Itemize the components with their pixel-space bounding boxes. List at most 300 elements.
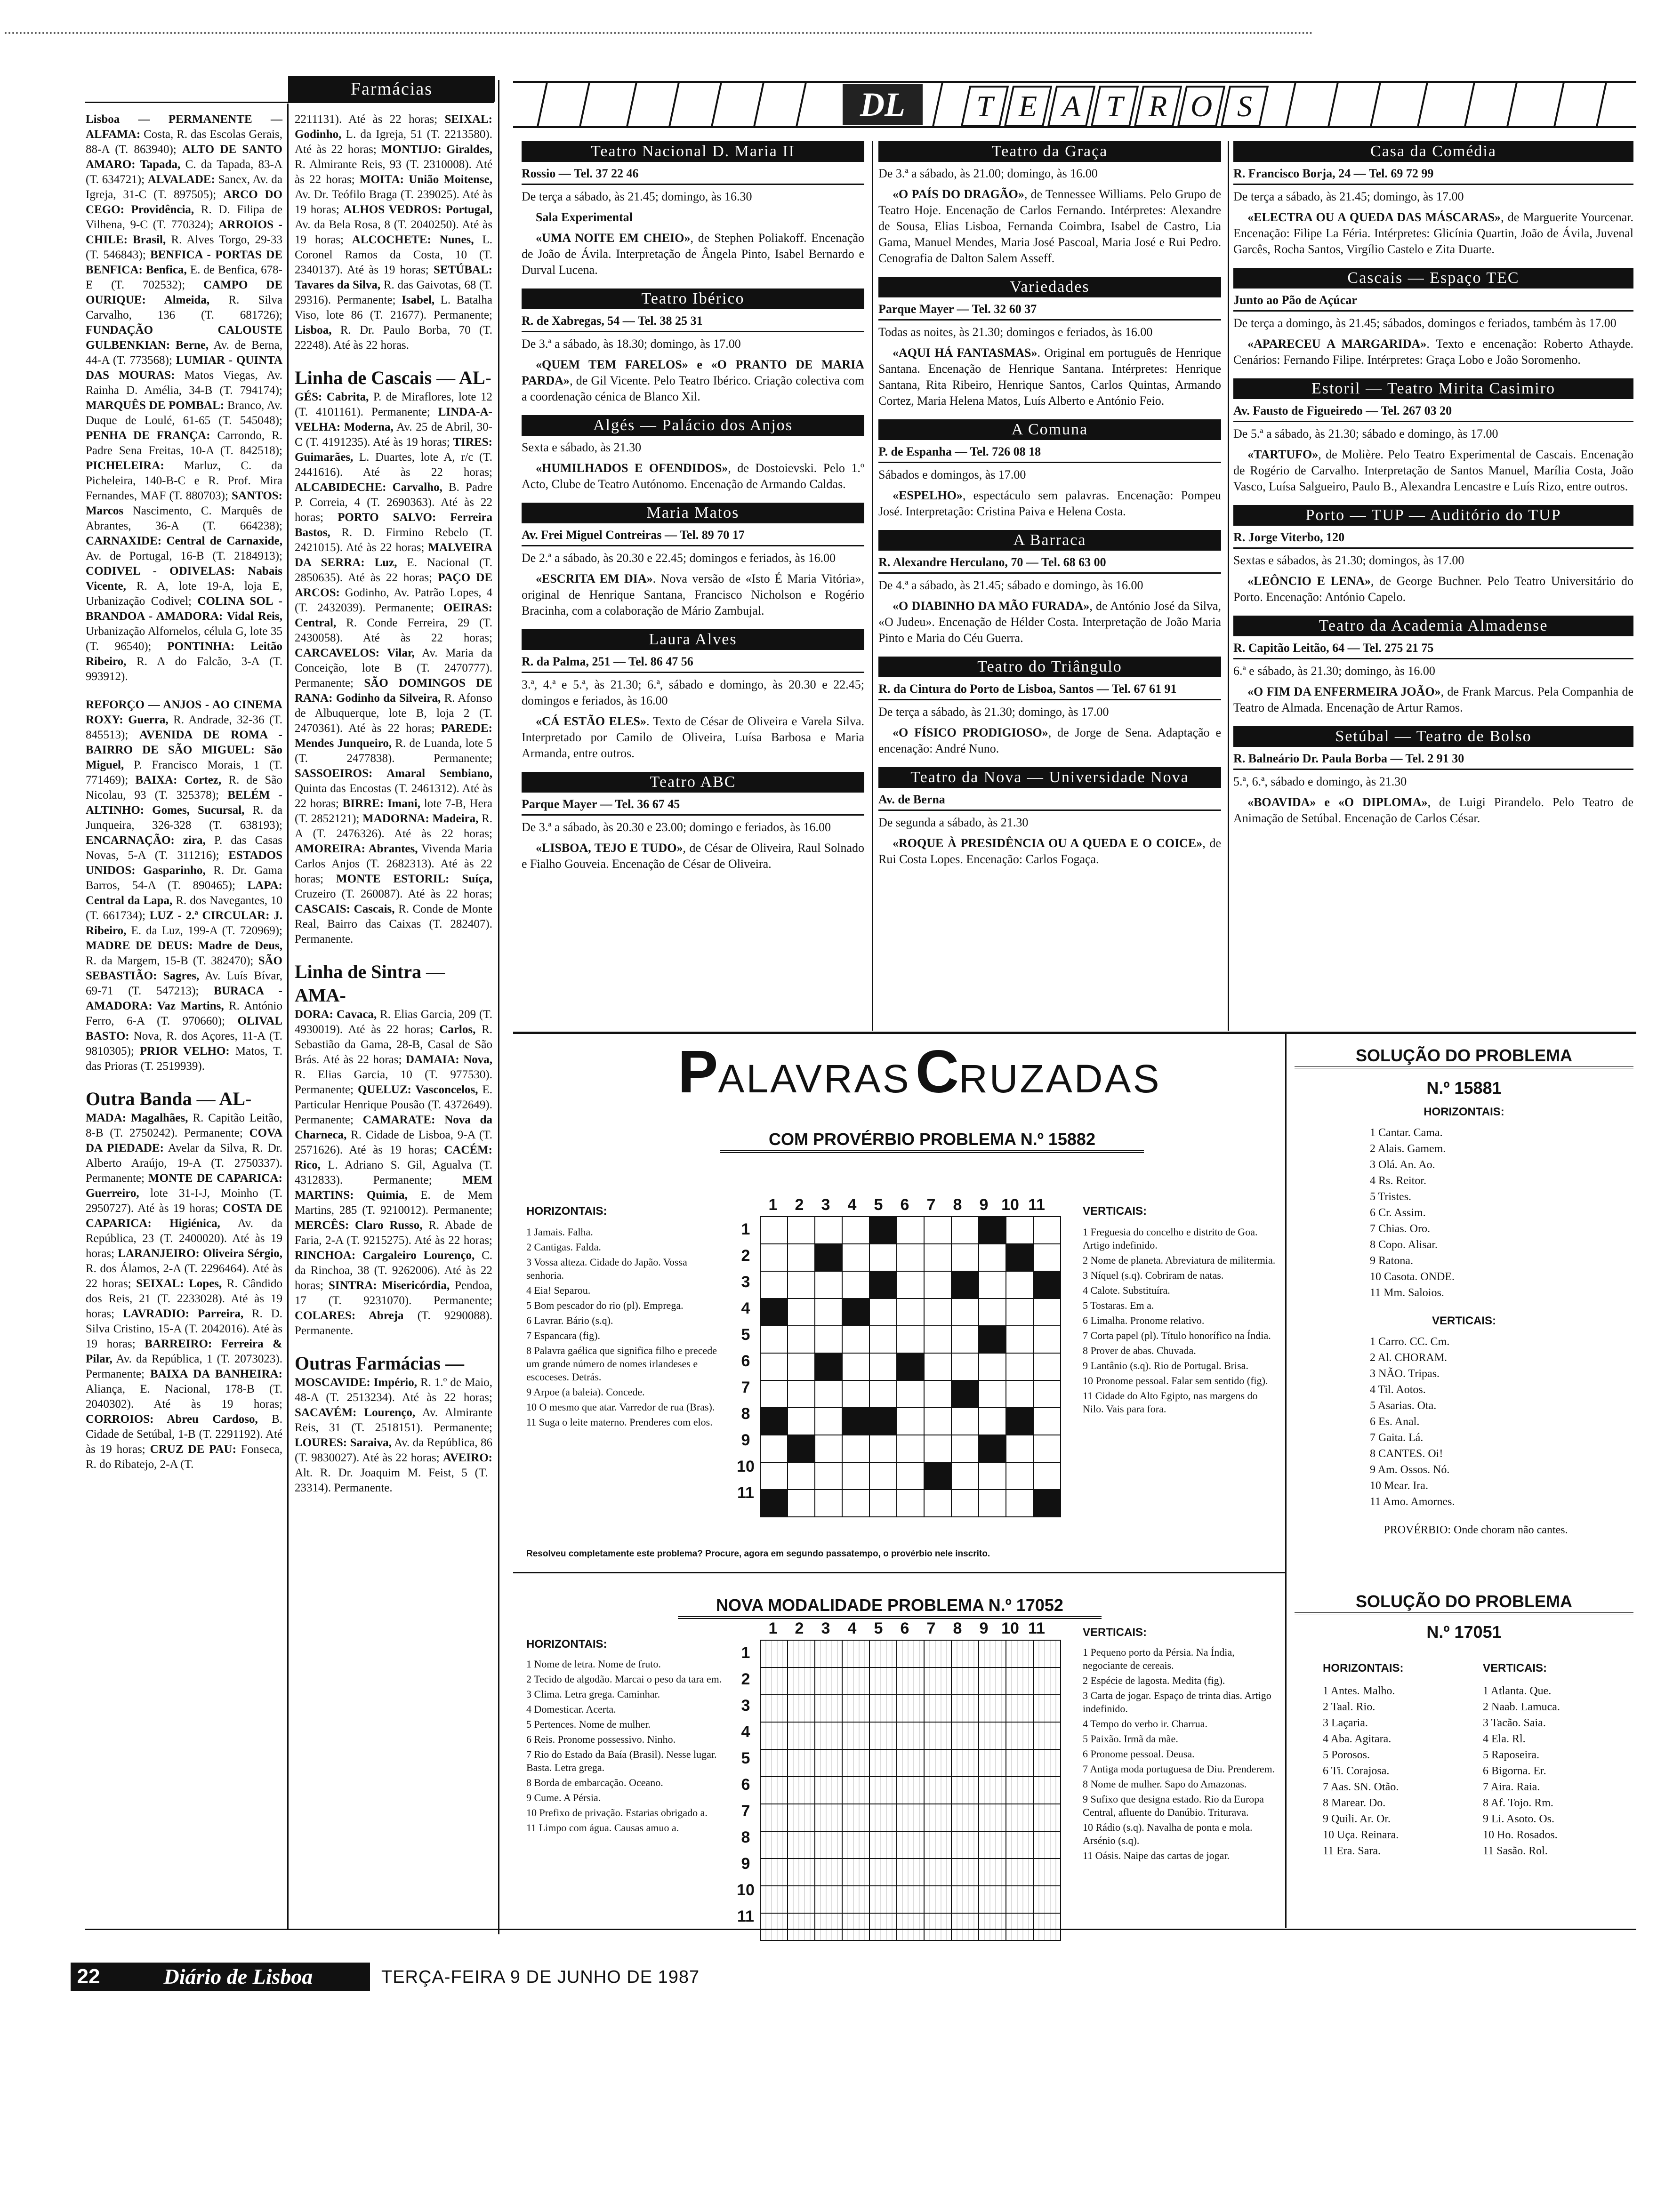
grid-cell[interactable] [924,1667,951,1695]
grid-row-number: 4 [741,1723,750,1741]
grid-cell[interactable] [760,1217,788,1244]
grid-row-number: 7 [741,1802,750,1820]
grid-column-number: 11 [1028,1619,1045,1637]
grid-cell[interactable] [842,1353,869,1380]
grid-cell[interactable] [788,1695,815,1722]
grid-cell[interactable] [788,1749,815,1777]
grid-cell[interactable] [788,1667,815,1695]
grid-cell[interactable] [1006,1831,1033,1859]
grid-cell[interactable] [979,1298,1006,1326]
grid-cell[interactable] [788,1462,815,1490]
grid-cell[interactable] [815,1380,842,1408]
grid-cell[interactable] [951,1462,979,1490]
grid-cell[interactable] [815,1408,842,1435]
grid-cell[interactable] [815,1326,842,1353]
grid-cell[interactable] [1006,1777,1033,1804]
grid-cell[interactable] [1033,1271,1061,1298]
grid-cell[interactable] [897,1353,924,1380]
grid-cell[interactable] [951,1408,979,1435]
grid-cell[interactable] [979,1695,1006,1722]
clue-item: 7 Aira. Raia. [1483,1781,1540,1793]
grid-cell[interactable] [869,1886,897,1913]
crossword1-horizontal-clues [526,1205,724,1431]
grid-cell[interactable] [951,1244,979,1271]
grid-cell[interactable] [842,1435,869,1462]
grid-cell[interactable] [1033,1640,1061,1667]
grid-cell[interactable] [1033,1804,1061,1831]
grid-cell[interactable] [924,1777,951,1804]
grid-column-number: 10 [1001,1619,1019,1637]
grid-cell[interactable] [842,1271,869,1298]
header-slash [1506,83,1518,126]
grid-cell[interactable] [924,1408,951,1435]
teatros-column-2 [878,141,1221,878]
grid-cell[interactable] [979,1435,1006,1462]
grid-cell[interactable] [788,1353,815,1380]
grid-cell[interactable] [1006,1244,1033,1271]
grid-cell[interactable] [788,1244,815,1271]
grid-cell[interactable] [842,1722,869,1749]
grid-cell[interactable] [1006,1326,1033,1353]
grid-cell[interactable] [979,1326,1006,1353]
grid-cell[interactable] [924,1271,951,1298]
grid-cell[interactable] [869,1353,897,1380]
clue-item: 11 Cidade do Alto Egipto, nas margens do Nilo. Vais para fora. [1083,1390,1258,1415]
grid-cell[interactable] [788,1859,815,1886]
grid-cell[interactable] [979,1244,1006,1271]
pharmacy-locality: COVA DA PIEDADE: [86,1127,282,1154]
grid-cell[interactable] [815,1298,842,1326]
grid-cell[interactable] [869,1380,897,1408]
grid-cell[interactable] [788,1217,815,1244]
pharmacy-locality: ALVALADE: [147,173,215,186]
grid-cell[interactable] [924,1298,951,1326]
grid-cell[interactable] [788,1722,815,1749]
grid-cell[interactable] [869,1271,897,1298]
grid-cell[interactable] [979,1353,1006,1380]
grid-cell[interactable] [897,1722,924,1749]
grid-cell[interactable] [869,1326,897,1353]
grid-cell[interactable] [760,1695,788,1722]
grid-cell[interactable] [788,1298,815,1326]
grid-cell[interactable] [951,1298,979,1326]
grid-cell[interactable] [924,1435,951,1462]
grid-cell[interactable] [760,1667,788,1695]
grid-cell[interactable] [842,1380,869,1408]
grid-cell[interactable] [869,1777,897,1804]
grid-cell[interactable] [897,1435,924,1462]
grid-cell[interactable] [842,1298,869,1326]
grid-cell[interactable] [897,1777,924,1804]
grid-cell[interactable] [842,1408,869,1435]
grid-cell[interactable] [869,1298,897,1326]
grid-cell[interactable] [897,1380,924,1408]
grid-cell[interactable] [924,1722,951,1749]
grid-cell[interactable] [979,1380,1006,1408]
grid-cell[interactable] [951,1804,979,1831]
clue-item: 6 Ti. Corajosa. [1323,1765,1390,1777]
grid-cell[interactable] [1006,1271,1033,1298]
grid-cell[interactable] [897,1298,924,1326]
grid-cell[interactable] [897,1217,924,1244]
pharmacy-paragraph [295,390,492,947]
grid-cell[interactable] [1006,1640,1033,1667]
grid-cell[interactable] [760,1859,788,1886]
theater-address: Junto ao Pão de Açúcar [1233,292,1633,312]
grid-cell[interactable] [1033,1886,1061,1913]
grid-cell[interactable] [788,1804,815,1831]
grid-cell[interactable] [760,1913,788,1940]
grid-cell[interactable] [924,1886,951,1913]
grid-cell[interactable] [979,1831,1006,1859]
grid-cell[interactable] [1006,1435,1033,1462]
grid-cell[interactable] [924,1695,951,1722]
grid-cell[interactable] [979,1913,1006,1940]
clue-item: 7 Corta papel (pl). Título honorífico na Índia. [1083,1330,1271,1341]
grid-cell[interactable] [1033,1695,1061,1722]
grid-cell[interactable] [815,1244,842,1271]
grid-cell[interactable] [760,1271,788,1298]
grid-cell[interactable] [924,1913,951,1940]
grid-cell[interactable] [897,1462,924,1490]
grid-cell[interactable] [842,1859,869,1886]
grid-cell[interactable] [760,1749,788,1777]
grid-cell[interactable] [760,1640,788,1667]
grid-cell[interactable] [951,1859,979,1886]
pharmacy-locality: MADRE DE DEUS: Madre de Deus, [86,939,282,952]
grid-cell[interactable] [815,1462,842,1490]
grid-cell[interactable] [760,1326,788,1353]
grid-cell[interactable] [1006,1380,1033,1408]
grid-cell[interactable] [979,1886,1006,1913]
clue-item: 11 Era. Sara. [1323,1845,1381,1857]
grid-cell[interactable] [951,1326,979,1353]
grid-cell[interactable] [815,1831,842,1859]
grid-cell[interactable] [1006,1722,1033,1749]
grid-cell[interactable] [760,1722,788,1749]
grid-cell[interactable] [897,1886,924,1913]
grid-cell[interactable] [951,1913,979,1940]
grid-cell[interactable] [951,1435,979,1462]
grid-cell[interactable] [1006,1462,1033,1490]
grid-cell[interactable] [869,1722,897,1749]
theater-name: Variedades [878,277,1221,297]
grid-cell[interactable] [924,1831,951,1859]
grid-cell[interactable] [1033,1217,1061,1244]
grid-cell[interactable] [1006,1353,1033,1380]
grid-cell[interactable] [760,1353,788,1380]
grid-cell[interactable] [1006,1408,1033,1435]
grid-cell[interactable] [815,1722,842,1749]
grid-cell[interactable] [760,1804,788,1831]
grid-cell[interactable] [815,1695,842,1722]
grid-cell[interactable] [951,1271,979,1298]
crossword2-v-list [1083,1646,1276,1862]
grid-cell[interactable] [951,1886,979,1913]
grid-cell[interactable] [815,1886,842,1913]
play-details: , de Dostoievski. Pelo 1.º Acto, Clube de Teatro Autónomo. Encenação de Armando Caldas. [522,461,864,491]
clue-item: 1 Nome de letra. Nome de fruto. [526,1658,661,1670]
pharmacy-address: R. Abade de Faria, 2-A (T. 9215275). Até às 22 horas; [295,1219,492,1247]
grid-cell[interactable] [951,1777,979,1804]
header-slash [1370,83,1381,126]
theater-listing [522,415,864,492]
grid-cell[interactable] [897,1271,924,1298]
grid-cell[interactable] [760,1244,788,1271]
theater-name: A Comuna [878,419,1221,440]
grid-cell[interactable] [760,1435,788,1462]
grid-cell[interactable] [1033,1913,1061,1940]
grid-cell[interactable] [1006,1217,1033,1244]
grid-cell[interactable] [1006,1695,1033,1722]
pharmacy-address: R. dos Navegantes, 10 (T. 661734); [86,894,282,922]
grid-cell[interactable] [924,1353,951,1380]
theater-address: R. Balneário Dr. Paula Borba — Tel. 2 91 30 [1233,751,1633,770]
grid-cell[interactable] [1033,1408,1061,1435]
grid-cell[interactable] [869,1913,897,1940]
grid-cell[interactable] [815,1217,842,1244]
grid-cell[interactable] [924,1749,951,1777]
grid-cell[interactable] [760,1298,788,1326]
grid-cell[interactable] [897,1831,924,1859]
grid-cell[interactable] [788,1435,815,1462]
grid-cell[interactable] [842,1804,869,1831]
grid-cell[interactable] [869,1695,897,1722]
clue-item: 8 Copo. Alisar. [1370,1239,1438,1251]
grid-cell[interactable] [815,1804,842,1831]
grid-cell[interactable] [979,1777,1006,1804]
theater-paragraph [522,209,864,225]
grid-cell[interactable] [869,1435,897,1462]
grid-cell[interactable] [924,1244,951,1271]
grid-cell[interactable] [788,1913,815,1940]
grid-cell[interactable] [842,1490,869,1517]
pharmacy-locality: CORROIOS: Abreu Cardoso, [86,1413,258,1426]
grid-cell[interactable] [1033,1380,1061,1408]
clue-item: 8 Palavra gaélica que significa filho e precede um grande número de nomes irlandeses e escoceses. Detrás. [526,1345,717,1383]
grid-cell[interactable] [760,1462,788,1490]
grid-cell[interactable] [1033,1667,1061,1695]
grid-cell[interactable] [897,1859,924,1886]
grid-cell[interactable] [1033,1831,1061,1859]
grid-cell[interactable] [951,1831,979,1859]
grid-cell[interactable] [815,1859,842,1886]
grid-cell[interactable] [897,1490,924,1517]
grid-cell[interactable] [842,1886,869,1913]
grid-cell[interactable] [1033,1859,1061,1886]
grid-cell[interactable] [951,1380,979,1408]
grid-cell[interactable] [788,1326,815,1353]
grid-column-number: 1 [768,1196,778,1214]
grid-cell[interactable] [924,1380,951,1408]
grid-cell[interactable] [1006,1859,1033,1886]
grid-cell[interactable] [897,1749,924,1777]
theater-paragraph [878,166,1221,182]
grid-cell[interactable] [1033,1777,1061,1804]
grid-cell[interactable] [979,1490,1006,1517]
grid-cell[interactable] [788,1408,815,1435]
play-details: , de Marguerite Yourcenar. Encenação: Filipe La Féria. Intérpretes: Glicínia Quartin, João de Ávila, Juvenal Garcês, Rocha Santos, Virgílio Castelo e Zita Duarte. [1233,210,1633,256]
grid-cell[interactable] [1033,1298,1061,1326]
grid-cell[interactable] [869,1462,897,1490]
grid-cell[interactable] [815,1777,842,1804]
play-details: . Texto e encenação: Roberto Athayde. Cenários: Fernando Filipe. Intérpretes: Graça Lobo e João Soromenho. [1233,337,1633,367]
crossword1-h-list [526,1226,724,1429]
grid-cell[interactable] [897,1244,924,1271]
pharmacy-address: B. Cidade de Setúbal, 1-B (T. 2291192). Até às 19 horas; [86,1413,282,1456]
grid-cell[interactable] [760,1777,788,1804]
grid-cell[interactable] [815,1667,842,1695]
grid-cell[interactable] [815,1435,842,1462]
grid-cell[interactable] [979,1217,1006,1244]
theater-listing [1233,616,1633,716]
grid-cell[interactable] [869,1859,897,1886]
grid-cell[interactable] [924,1462,951,1490]
grid-cell[interactable] [924,1217,951,1244]
theater-paragraph [878,488,1221,520]
grid-cell[interactable] [897,1913,924,1940]
grid-cell[interactable] [842,1217,869,1244]
grid-cell[interactable] [842,1462,869,1490]
grid-cell[interactable] [1006,1667,1033,1695]
play-details: , de Luigi Pirandelo. Pelo Teatro de Animação de Setúbal. Encenação de Carlos César. [1233,795,1633,825]
grid-cell[interactable] [1033,1353,1061,1380]
grid-cell[interactable] [924,1859,951,1886]
grid-row-number: 3 [741,1273,750,1291]
theater-paragraph [522,713,864,761]
grid-cell[interactable] [924,1326,951,1353]
grid-cell[interactable] [842,1640,869,1667]
clue-item: 6 Limalha. Pronome relativo. [1083,1314,1205,1326]
grid-cell[interactable] [842,1913,869,1940]
header-slash [1464,83,1475,126]
grid-cell[interactable] [842,1831,869,1859]
grid-cell[interactable] [815,1271,842,1298]
grid-cell[interactable] [815,1353,842,1380]
grid-cell[interactable] [979,1722,1006,1749]
grid-cell[interactable] [1033,1435,1061,1462]
grid-cell[interactable] [1006,1913,1033,1940]
grid-cell[interactable] [924,1804,951,1831]
grid-cell[interactable] [760,1408,788,1435]
grid-cell[interactable] [842,1777,869,1804]
grid-cell[interactable] [842,1695,869,1722]
pharmacy-address: P. Francisco Morais, 1 (T. 771469); [86,759,282,786]
grid-cell[interactable] [951,1722,979,1749]
grid-cell[interactable] [815,1490,842,1517]
grid-cell[interactable] [951,1640,979,1667]
grid-cell[interactable] [1033,1490,1061,1517]
top-dotted-rule [5,32,1313,34]
grid-cell[interactable] [869,1490,897,1517]
grid-cell[interactable] [788,1640,815,1667]
grid-cell[interactable] [1033,1722,1061,1749]
grid-cell[interactable] [979,1667,1006,1695]
grid-cell[interactable] [760,1886,788,1913]
grid-cell[interactable] [951,1353,979,1380]
grid-cell[interactable] [842,1667,869,1695]
grid-cell[interactable] [951,1490,979,1517]
grid-cell[interactable] [760,1831,788,1859]
grid-cell[interactable] [815,1749,842,1777]
grid-cell[interactable] [788,1777,815,1804]
grid-cell[interactable] [979,1462,1006,1490]
grid-cell[interactable] [951,1749,979,1777]
grid-cell[interactable] [815,1913,842,1940]
grid-cell[interactable] [1006,1749,1033,1777]
clue-item: 10 Uça. Reinara. [1323,1829,1399,1841]
play-details: De 2.ª a sábado, às 20.30 e 22.45; domingos e feriados, às 16.00 [522,551,836,565]
solution1-number: N.º 15881 [1426,1078,1502,1098]
grid-cell[interactable] [869,1667,897,1695]
grid-cell[interactable] [788,1490,815,1517]
grid-cell[interactable] [788,1380,815,1408]
theater-paragraph [1233,336,1633,368]
solution1-v-list [1370,1335,1633,1509]
grid-cell[interactable] [760,1490,788,1517]
grid-cell[interactable] [1006,1804,1033,1831]
grid-cell[interactable] [951,1667,979,1695]
grid-cell[interactable] [897,1667,924,1695]
title-letter: R [1149,89,1167,123]
grid-cell[interactable] [951,1217,979,1244]
play-details: . Original em português de Henrique Santana. Encenação de Henrique Santana. Intérpretes: Henrique Santana, Rita Ribeiro, Henrique Santos, Carlos Quintas, Armando Cortez, Maria Helena Matos, Luís Alberto e António Feio. [878,346,1221,408]
grid-cell[interactable] [1033,1749,1061,1777]
grid-cell[interactable] [979,1749,1006,1777]
grid-cell[interactable] [951,1695,979,1722]
grid-cell[interactable] [1033,1326,1061,1353]
grid-cell[interactable] [897,1408,924,1435]
grid-cell[interactable] [1033,1462,1061,1490]
grid-cell[interactable] [760,1380,788,1408]
grid-cell[interactable] [979,1640,1006,1667]
play-details: De 4.ª a sábado, às 21.45; sábado e domingo, às 16.00 [878,578,1143,592]
grid-cell[interactable] [815,1640,842,1667]
grid-cell[interactable] [1006,1886,1033,1913]
theater-name: Casa da Comédia [1233,141,1633,162]
grid-cell[interactable] [842,1326,869,1353]
grid-cell[interactable] [842,1749,869,1777]
pharmacy-address: Av. Luís Bívar, 69-71 (T. 547213); [86,970,282,997]
grid-cell[interactable] [924,1640,951,1667]
grid-cell[interactable] [869,1217,897,1244]
grid-cell[interactable] [1006,1490,1033,1517]
grid-cell[interactable] [788,1271,815,1298]
grid-cell[interactable] [869,1804,897,1831]
grid-cell[interactable] [924,1490,951,1517]
grid-cell[interactable] [869,1640,897,1667]
grid-cell[interactable] [869,1831,897,1859]
grid-cell[interactable] [788,1886,815,1913]
grid-cell[interactable] [869,1749,897,1777]
grid-cell[interactable] [1033,1244,1061,1271]
grid-cell[interactable] [897,1640,924,1667]
grid-cell[interactable] [897,1804,924,1831]
grid-cell[interactable] [842,1244,869,1271]
grid-cell[interactable] [897,1695,924,1722]
grid-cell[interactable] [979,1804,1006,1831]
pharmacy-address: lote 31-I-J, Moinho (T. 2950727). Até às 19 horas; [86,1187,282,1215]
grid-cell[interactable] [979,1271,1006,1298]
grid-cell[interactable] [869,1244,897,1271]
grid-cell[interactable] [788,1831,815,1859]
grid-cell[interactable] [897,1326,924,1353]
grid-cell[interactable] [979,1408,1006,1435]
grid-cell[interactable] [869,1408,897,1435]
grid-row-number: 6 [741,1352,750,1370]
grid-cell[interactable] [1006,1298,1033,1326]
grid-cell[interactable] [979,1859,1006,1886]
